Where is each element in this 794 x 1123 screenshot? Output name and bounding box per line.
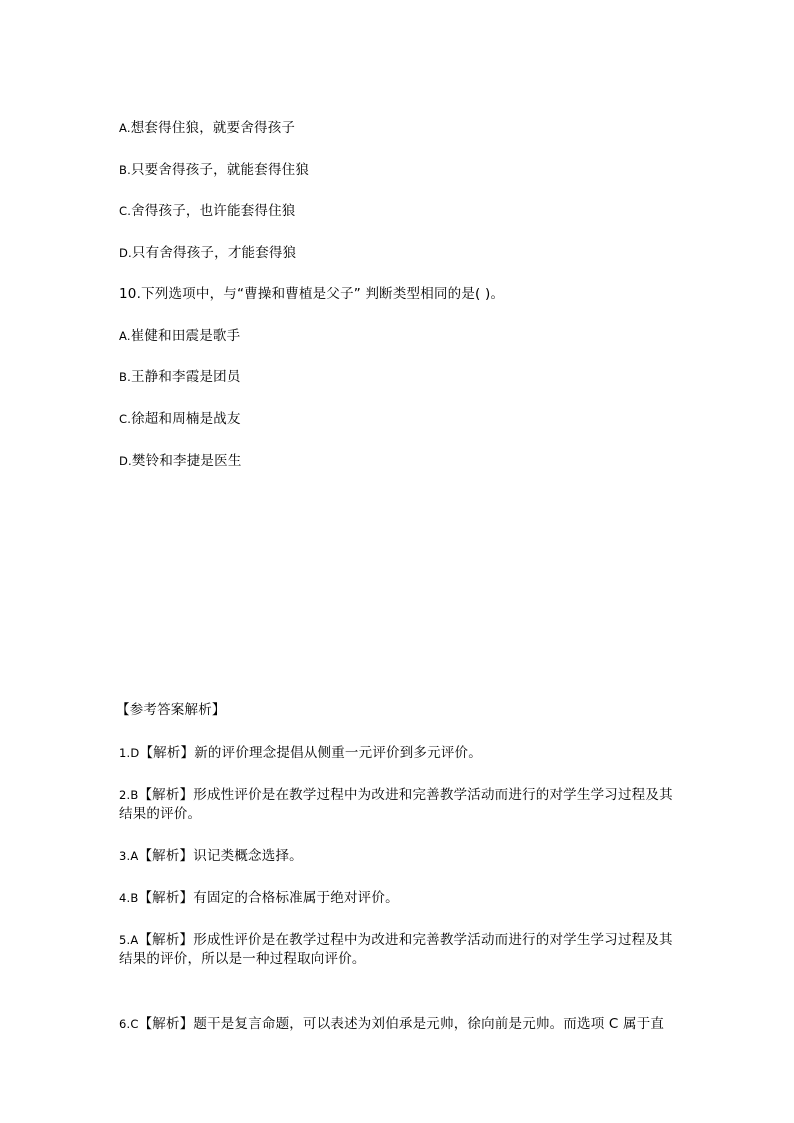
answer-number: 1.D — [119, 746, 140, 760]
answer-number: 6.C — [119, 1017, 139, 1031]
option-text: 舍得孩子，也许能套得住狼 — [131, 203, 296, 219]
q9-option-d — [119, 244, 296, 262]
answer-number: 4.B — [119, 891, 139, 905]
answer-5 — [119, 931, 675, 969]
answer-6 — [119, 1015, 664, 1034]
answer-text: 【解析】形成性评价是在教学过程中为改进和完善教学活动而进行的对学生学习过程及其结果的评价。 — [119, 787, 673, 822]
option-text: 只有舍得孩子，才能套得狼 — [131, 245, 297, 261]
q10-option-c — [119, 410, 241, 428]
option-letter: D. — [119, 454, 132, 468]
answer-text: 【解析】形成性评价是在教学过程中为改进和完善教学活动而进行的对学生学习过程及其结果的评价，所以是一种过程取向评价。 — [119, 932, 673, 967]
q10-stem: 10.下列选项中，与“曹操和曹植是父子” 判断类型相同的是( )。 — [119, 286, 505, 302]
answer-text: 【解析】有固定的合格标准属于绝对评价。 — [138, 890, 399, 906]
option-text: 只要舍得孩子，就能套得住狼 — [130, 162, 310, 178]
option-letter: C. — [119, 204, 132, 218]
answer-number: 3.A — [119, 849, 139, 863]
option-text: 想套得住狼，就要舍得孩子 — [130, 120, 296, 136]
q10-option-d — [119, 452, 242, 470]
answer-3 — [119, 847, 675, 866]
option-letter: A. — [119, 329, 131, 343]
q10-option-b — [119, 368, 241, 386]
option-text: 崔健和田震是歌手 — [130, 328, 241, 344]
q9-option-b — [119, 161, 309, 179]
answer-text: 【解析】识记类概念选择。 — [138, 848, 303, 864]
answer-text: 【解析】题干是复言命题，可以表述为刘伯承是元帅，徐向前是元帅。而选项 C 属于直 — [138, 1016, 665, 1032]
answer-number: 2.B — [119, 788, 139, 802]
q10-option-a — [119, 327, 240, 345]
option-text: 樊铃和李捷是医生 — [131, 453, 242, 469]
option-letter: C. — [119, 412, 132, 426]
option-letter: D. — [119, 246, 132, 260]
answer-text: 【解析】新的评价理念提倡从侧重一元评价到多元评价。 — [139, 745, 482, 761]
q9-option-c — [119, 202, 296, 220]
answer-2 — [119, 786, 675, 824]
option-letter: A. — [119, 121, 131, 135]
option-letter: B. — [119, 163, 131, 177]
q9-option-a — [119, 119, 295, 137]
answers-heading: 【参考答案解析】 — [116, 702, 226, 718]
answer-1 — [119, 744, 675, 763]
answer-4 — [119, 889, 675, 908]
answer-number: 5.A — [119, 933, 139, 947]
option-text: 王静和李霞是团员 — [130, 369, 241, 385]
option-letter: B. — [119, 370, 131, 384]
option-text: 徐超和周楠是战友 — [131, 411, 241, 427]
